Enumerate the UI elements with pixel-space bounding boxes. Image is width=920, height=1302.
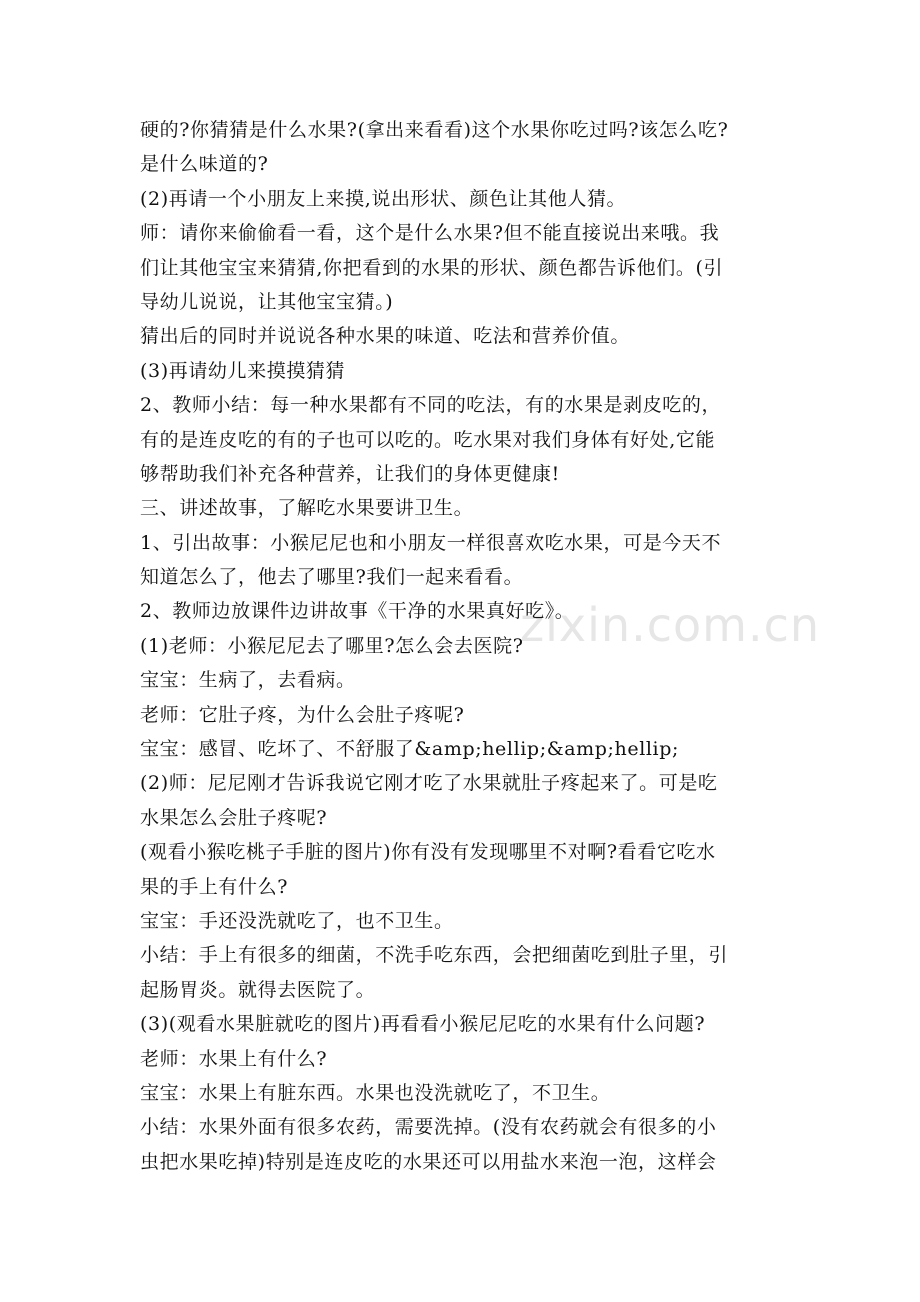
text-line: (2)再请一个小朋友上来摸,说出形状、颜色让其他人猜。 xyxy=(140,187,627,210)
document-body xyxy=(140,113,790,1179)
text-line: 小结：手上有很多的细菌，不洗手吃东西，会把细菌吃到肚子里，引 xyxy=(140,944,729,967)
text-line: 宝宝：生病了，去看病。 xyxy=(140,669,356,692)
text-line: (1)老师：小猴尼尼去了哪里?怎么会去医院? xyxy=(140,634,524,657)
text-line: (3)再请幼儿来摸摸猜猜 xyxy=(140,359,346,382)
text-line: 师：请你来偷偷看一看，这个是什么水果?但不能直接说出来哦。我 xyxy=(140,222,720,245)
text-line: 小结：水果外面有很多农药，需要洗掉。(没有农药就会有很多的小 xyxy=(140,1116,717,1139)
text-line: 宝宝：水果上有脏东西。水果也没洗就吃了，不卫生。 xyxy=(140,1081,611,1104)
text-line: 们让其他宝宝来猜猜,你把看到的水果的形状、颜色都告诉他们。(引 xyxy=(140,256,724,279)
text-line: 老师：水果上有什么? xyxy=(140,1047,328,1070)
text-line: 三、讲述故事，了解吃水果要讲卫生。 xyxy=(140,497,474,520)
text-line: 虫把水果吃掉)特别是连皮吃的水果还可以用盐水来泡一泡，这样会 xyxy=(140,1150,717,1173)
text-line: 水果怎么会肚子疼呢? xyxy=(140,806,328,829)
text-line: 果的手上有什么? xyxy=(140,875,288,898)
text-line: (观看小猴吃桃子手脏的图片)你有没有发现哪里不对啊?看看它吃水 xyxy=(140,841,716,864)
text-line: 宝宝：手还没洗就吃了，也不卫生。 xyxy=(140,909,454,932)
text-line: 起肠胃炎。就得去医院了。 xyxy=(140,978,376,1001)
text-line: 老师：它肚子疼，为什么会肚子疼呢? xyxy=(140,703,465,726)
text-line: 有的是连皮吃的有的子也可以吃的。吃水果对我们身体有好处,它能 xyxy=(140,428,716,451)
text-line: 宝宝：感冒、吃坏了、不舒服了&amp;hellip;&amp;hellip; xyxy=(140,738,679,761)
text-line: 猜出后的同时并说说各种水果的味道、吃法和营养价值。 xyxy=(140,325,631,348)
text-line: 硬的?你猜猜是什么水果?(拿出来看看)这个水果你吃过吗?该怎么吃? xyxy=(140,119,729,141)
text-line: (2)师：尼尼刚才告诉我说它刚才吃了水果就肚子疼起来了。可是吃 xyxy=(140,772,718,795)
watermark: zixin.com.cn xyxy=(520,598,821,652)
text-line: 2、教师小结：每一种水果都有不同的吃法，有的水果是剥皮吃的， xyxy=(140,394,722,417)
text-line: 2、教师边放课件边讲故事《干净的水果真好吃》。 xyxy=(140,600,575,623)
text-line: 够帮助我们补充各种营养，让我们的身体更健康! xyxy=(140,462,560,485)
text-line: (3)(观看水果脏就吃的图片)再看看小猴尼尼吃的水果有什么问题? xyxy=(140,1013,706,1036)
text-line: 是什么味道的? xyxy=(140,153,269,176)
text-line: 知道怎么了，他去了哪里?我们一起来看看。 xyxy=(140,566,524,589)
text-line: 1、引出故事：小猴尼尼也和小朋友一样很喜欢吃水果，可是今天不 xyxy=(140,531,722,554)
text-line: 导幼儿说说，让其他宝宝猜。) xyxy=(140,290,394,313)
